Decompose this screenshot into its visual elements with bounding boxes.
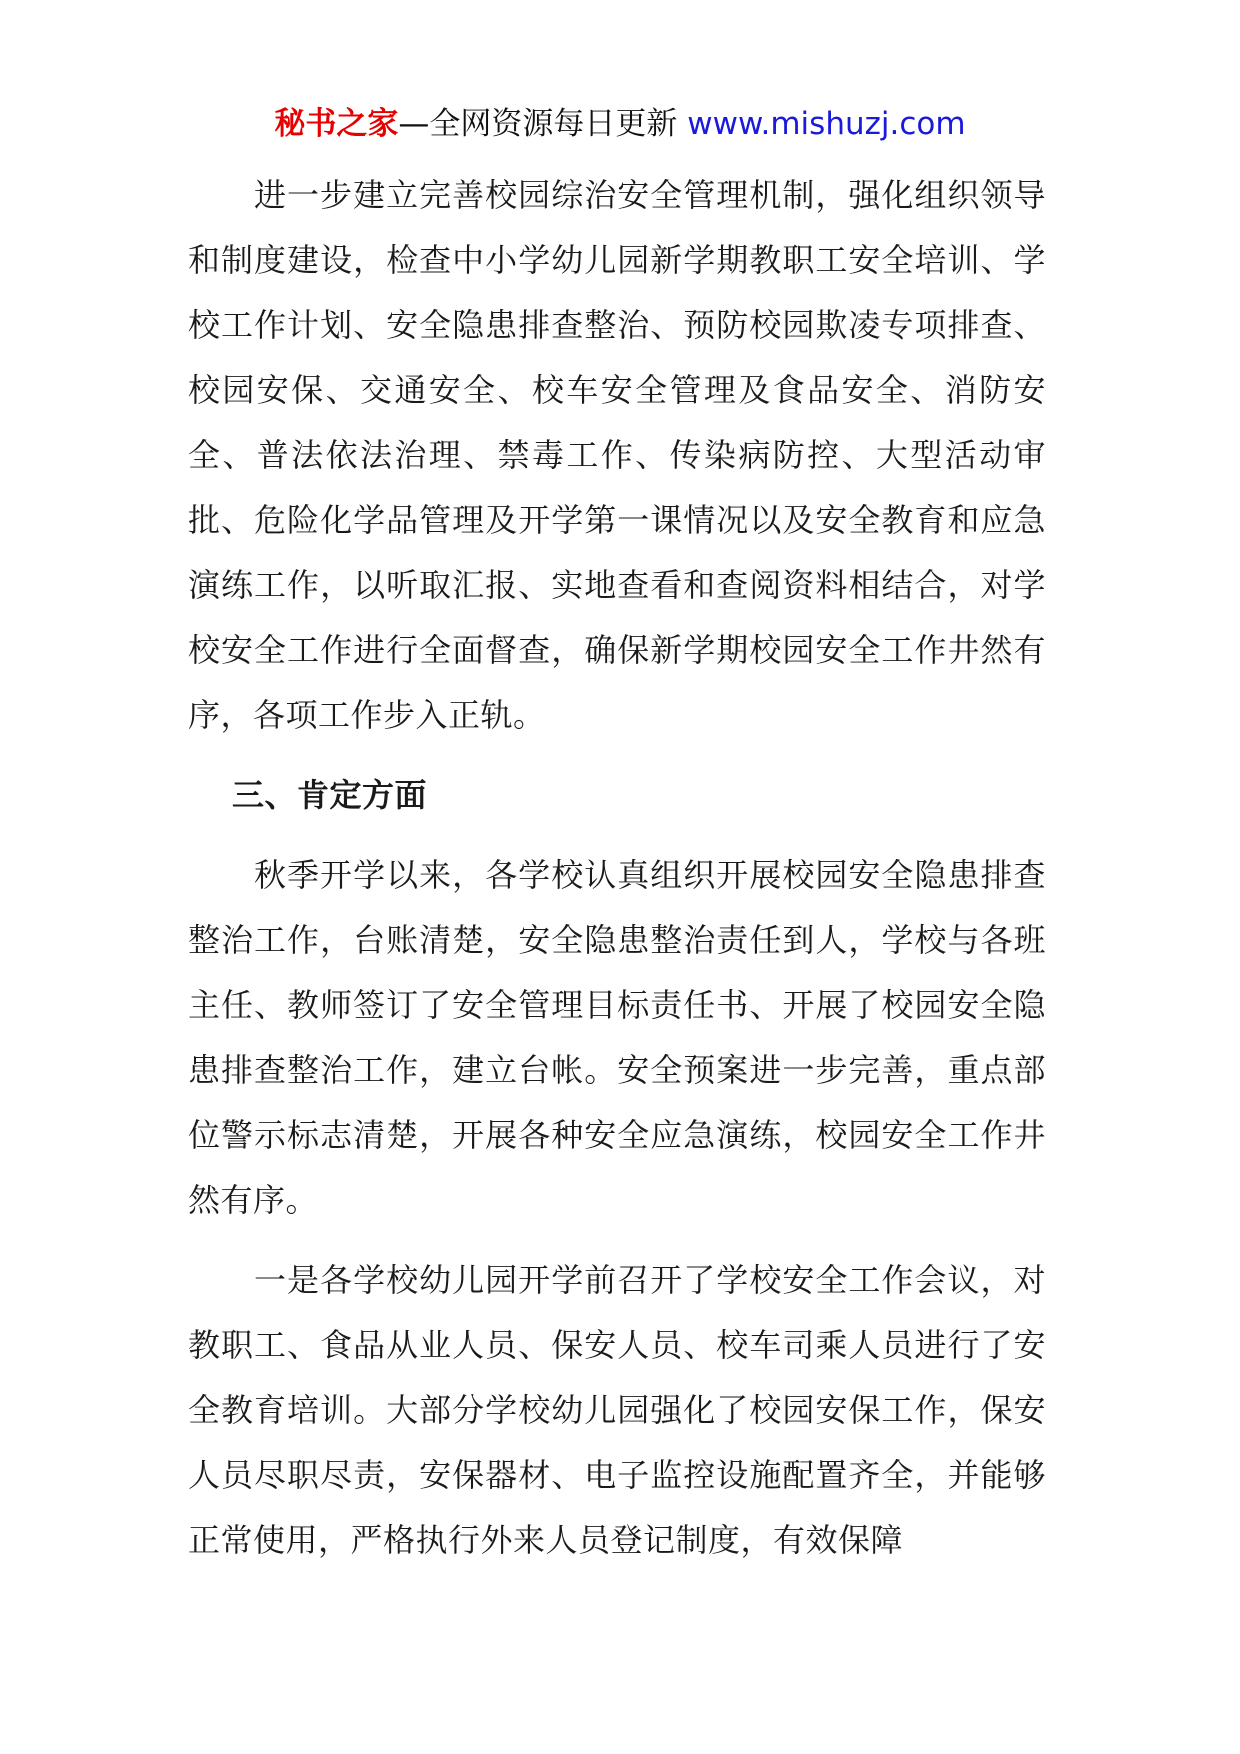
site-url[interactable]: www.mishuzj.com — [687, 106, 966, 142]
section-heading: 三、肯定方面 — [232, 776, 428, 814]
document-body — [188, 163, 1046, 1573]
header-tagline: —全网资源每日更新 — [398, 106, 678, 142]
paragraph-point-one: 一是各学校幼儿园开学前召开了学校安全工作会议，对教职工、食品从业人员、保安人员、校车司乘人员进行了安全教育培训。大部分学校幼儿园强化了校园安保工作，保安人员尽职尽责，安保器材、电子监控设施配置齐全，并能够正常使用，严格执行外来人员登记制度，有效保障 — [188, 1261, 1046, 1559]
paragraph-affirmation: 秋季开学以来，各学校认真组织开展校园安全隐患排查整治工作，台账清楚，安全隐患整治责任到人，学校与各班主任、教师签订了安全管理目标责任书、开展了校园安全隐患排查整治工作，建立台帐。安全预案进一步完善，重点部位警示标志清楚，开展各种安全应急演练，校园安全工作井然有序。 — [188, 856, 1046, 1219]
brand-name: 秘书之家 — [274, 106, 399, 142]
paragraph-inspection-scope: 进一步建立完善校园综治安全管理机制，强化组织领导和制度建设，检查中小学幼儿园新学期教职工安全培训、学校工作计划、安全隐患排查整治、预防校园欺凌专项排查、校园安保、交通安全、校车安全管理及食品安全、消防安全、普法依法治理、禁毒工作、传染病防控、大型活动审批、危险化学品管理及开学第一课情况以及安全教育和应急演练工作，以听取汇报、实地查看和查阅资料相结合，对学校安全工作进行全面督查，确保新学期校园安全工作井然有序，各项工作步入正轨。 — [188, 176, 1046, 734]
site-header — [0, 102, 1240, 146]
